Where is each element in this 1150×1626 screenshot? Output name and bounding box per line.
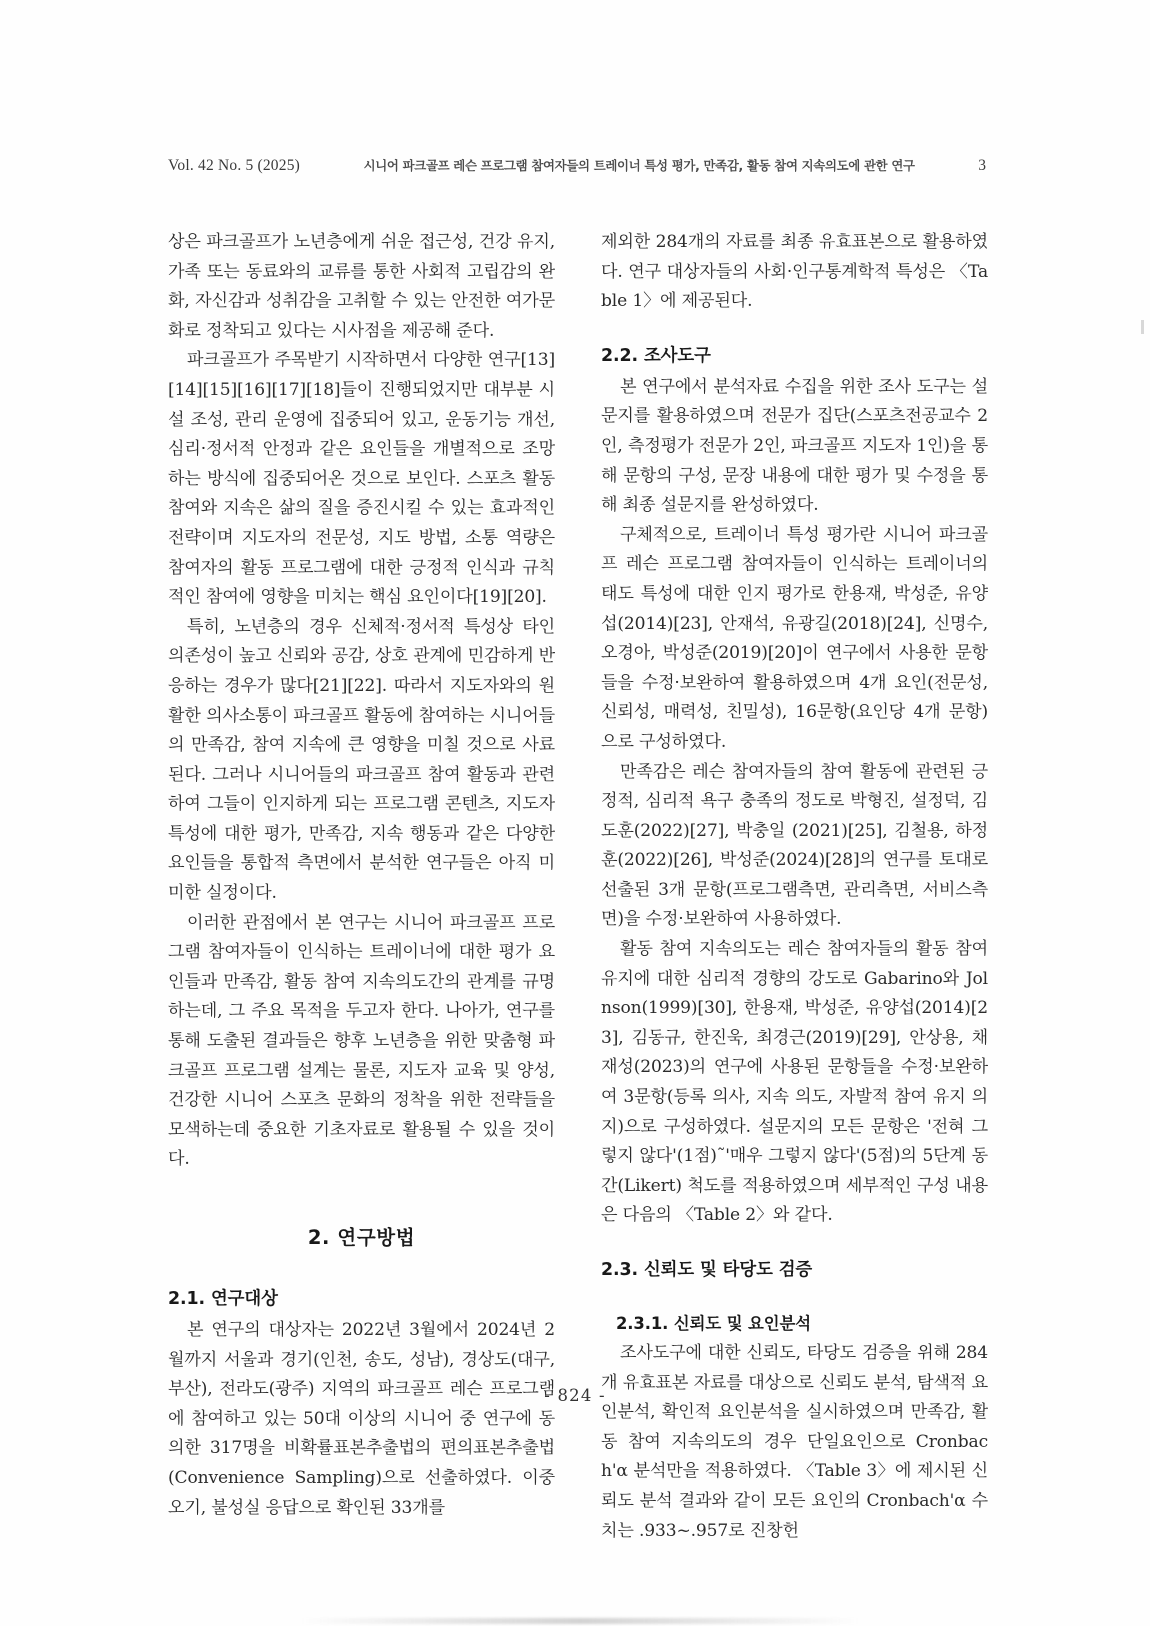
section-heading-2-3: 2.3. 신뢰도 및 타당도 검증 bbox=[601, 1260, 813, 1280]
paragraph: 상은 파크골프가 노년층에게 쉬운 접근성, 건강 유지, 가족 또는 동료와의 교류를 통한 사회적 고립감의 완화, 자신감과 성취감을 고취할 수 있는 안전한 여가문화로 정착되고 있다는 시사점을 제공해 준다. bbox=[168, 232, 555, 341]
scan-edge-artifact bbox=[1141, 320, 1144, 334]
spacer bbox=[601, 317, 988, 343]
spacer bbox=[168, 1252, 555, 1286]
left-column bbox=[168, 228, 555, 1518]
page-footer: - 824 - bbox=[544, 1386, 606, 1405]
paragraph: 본 연구에서 분석자료 수집을 위한 조사 도구는 설문지를 활용하였으며 전문가 집단(스포츠전공교수 2인, 측정평가 전문가 2인, 파크골프 지도자 1인)을 통해 문항의 구성, 문장 내용에 대한 평가 및 수정을 통해 최종 설문지를 완성하였다. bbox=[601, 376, 988, 516]
paragraph: 조사도구에 대한 신뢰도, 타당도 검증을 위해 284개 유효표본 자료를 대상으로 신뢰도 분석, 탐색적 요인분석, 확인적 요인분석을 실시하였으며 만족감, 활동 참여 지속의도의 경우 단일요인으로 Cronbach'α 분석만을 적용하였다. 〈Table 3〉에 제시된 신뢰도 분석 결과와 같이 모든 요인의 Cronbach'α 수치는 .933~.957로 진창헌 bbox=[601, 1343, 988, 1541]
running-title: 시니어 파크골프 레슨 프로그램 참여자들의 트레이너 특성 평가, 만족감, 활동 참여 지속의도에 관한 연구 bbox=[363, 158, 915, 173]
paragraph: 파크골프가 주목받기 시작하면서 다양한 연구[13][14][15][16][17][18]들이 진행되었지만 대부분 시설 조성, 관리 운영에 집중되어 있고, 운동기능 개선, 심리·정서적 안정과 같은 요인들을 개별적으로 조망하는 방식에 집중되어온 것으로 보인다. 스포츠 활동 참여와 지속은 삶의 질을 증진시킬 수 있는 효과적인 전략이며 지도자의 전문성, 지도 방법, 소통 역량은 참여자의 활동 프로그램에 대한 긍정적 인식과 규칙적인 참여에 영향을 미치는 핵심 요인이다[19][20]. bbox=[168, 350, 555, 608]
paragraph: 활동 참여 지속의도는 레슨 참여자들의 활동 참여 유지에 대한 심리적 경향의 강도로 Gabarino와 Jolnson(1999)[30], 한용재, 박성준, 유양섭(2014)[23], 김동규, 한진욱, 최경근(2019)[29], 안상용, 채재성(2023)의 연구에 사용된 문항들을 수정·보완하여 3문항(등록 의사, 지속 의도, 자발적 참여 유지 의지)으로 구성하였다. 설문지의 모든 문항은 '전혀 그렇지 않다'(1점)˜'매우 그렇지 않다'(5점)의 5단계 동간(Likert) 척도를 적용하였으며 세부적인 구성 내용은 다음의 〈Table 2〉와 같다. bbox=[601, 939, 988, 1226]
paragraph: 구체적으로, 트레이너 특성 평가란 시니어 파크골프 레슨 프로그램 참여자들이 인식하는 트레이너의 태도 특성에 대한 인지 평가로 한용재, 박성준, 유양섭(2014)[23], 안재석, 유광길(2018)[24], 신명수, 오경아, 박성준(2019)[20]이 연구에서 사용한 문항들을 수정·보완하여 활용하였으며 4개 요인(전문성, 신뢰성, 매력성, 친밀성), 16문항(요인당 4개 문항)으로 구성하였다. bbox=[601, 524, 988, 752]
right-column bbox=[601, 228, 988, 1541]
spacer bbox=[168, 1175, 555, 1223]
section-heading-2-1: 2.1. 연구대상 bbox=[168, 1289, 278, 1309]
scan-bottom-artifact bbox=[300, 1618, 860, 1624]
volume-issue-label: Vol. 42 No. 5 (2025) bbox=[168, 157, 301, 174]
section-heading-2-2: 2.2. 조사도구 bbox=[601, 345, 711, 366]
header-page-number: 3 bbox=[978, 157, 986, 174]
paragraph: 특히, 노년층의 경우 신체적·정서적 특성상 타인 의존성이 높고 신뢰와 공감, 상호 관계에 민감하게 반응하는 경우가 많다[21][22]. 따라서 지도자와의 원활한 의사소통이 파크골프 활동에 참여하는 시니어들의 만족감, 참여 지속에 큰 영향을 미칠 것으로 사료 된다. 그러나 시니어들의 파크골프 참여 활동과 관련하여 그들이 인지하게 되는 프로그램 콘텐츠, 지도자 특성에 대한 평가, 만족감, 지속 행동과 같은 다양한 요인들을 통합적 측면에서 분석한 연구들은 아직 미미한 실정이다. bbox=[168, 616, 555, 904]
article-body bbox=[168, 228, 988, 1541]
paragraph: 이러한 관점에서 본 연구는 시니어 파크골프 프로그램 참여자들이 인식하는 트레이너에 대한 평가 요인들과 만족감, 활동 참여 지속의도간의 관계를 규명하는데, 그 주요 목적을 두고자 한다. 나아가, 연구를 통해 도출된 결과들은 향후 노년층을 위한 맞춤형 파크골프 프로그램 설계는 물론, 지도자 교육 및 양성, 건강한 시니어 스포츠 문화의 정착을 위한 전략들을 모색하는데 중요한 기초자료로 활용될 수 있을 것이다. bbox=[168, 912, 555, 1170]
paragraph: 제외한 284개의 자료를 최종 유효표본으로 활용하였다. 연구 대상자들의 사회·인구통계학적 특성은 〈Table 1〉에 제공된다. bbox=[601, 232, 988, 312]
section-heading-2-3-1: 2.3.1. 신뢰도 및 요인분석 bbox=[616, 1314, 811, 1333]
spacer bbox=[601, 1231, 988, 1257]
running-header bbox=[168, 156, 986, 178]
section-heading-2: 2. 연구방법 bbox=[307, 1226, 416, 1249]
paragraph: 만족감은 레슨 참여자들의 참여 활동에 관련된 긍정적, 심리적 욕구 충족의 정도로 박형진, 설정덕, 김도훈(2022)[27], 박충일 (2021)[25], 김철용, 하정훈(2022)[26], 박성준(2024)[28]의 연구를 토대로 선출된 3개 문항(프로그램측면, 관리측면, 서비스측면)을 수정·보완하여 사용하였다. bbox=[601, 761, 988, 930]
paragraph: 본 연구의 대상자는 2022년 3월에서 2024년 2월까지 서울과 경기(인천, 송도, 성남), 경상도(대구, 부산), 전라도(광주) 지역의 파크골프 레슨 프로그램에 참여하고 있는 50대 이상의 시니어 중 연구에 동의한 317명을 비확률표본추출법의 편의표본추출법(Convenience Sampling)으로 선출하였다. 이중 오기, 불성실 응답으로 확인된 33개를 bbox=[168, 1320, 555, 1518]
spacer bbox=[601, 1284, 988, 1310]
